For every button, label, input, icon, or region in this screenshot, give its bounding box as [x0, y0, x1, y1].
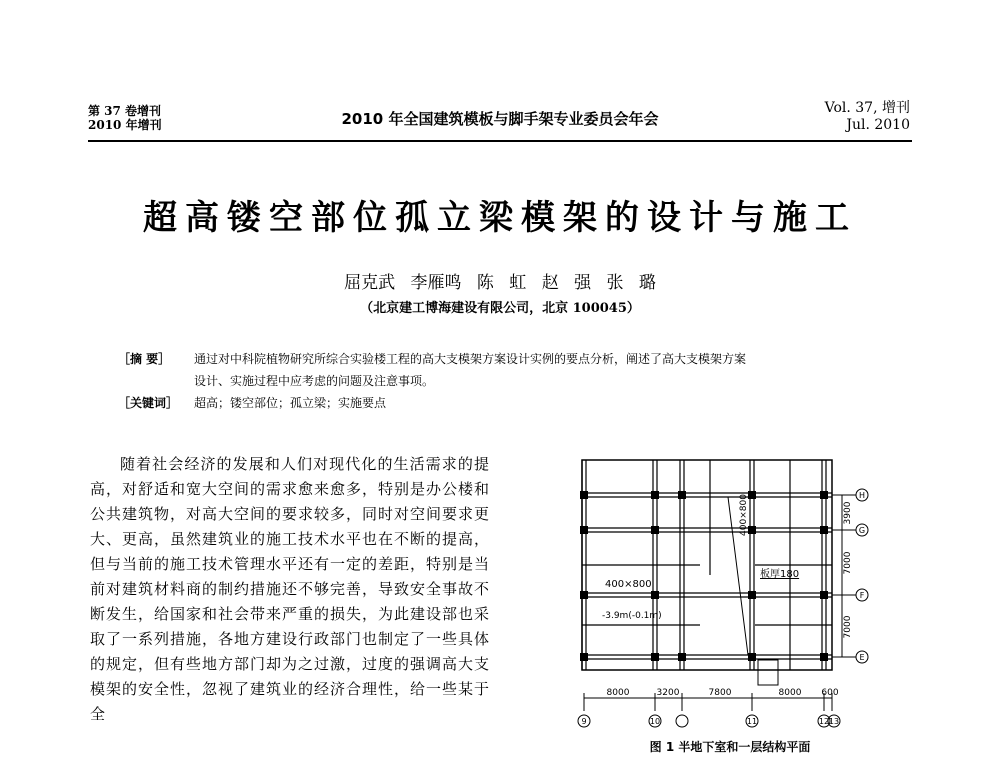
abstract-block — [118, 348, 918, 414]
axis-row-e: E — [859, 653, 865, 662]
dim-bottom-3: 8000 — [778, 688, 802, 698]
col-axes — [578, 715, 840, 727]
label-beam-horizontal: 400×800 — [605, 579, 652, 590]
paper-title: 超高镂空部位孤立梁模架的设计与施工 — [143, 198, 857, 238]
stair-box — [758, 660, 778, 685]
header-rule — [88, 140, 912, 142]
axis-row-h: H — [858, 491, 866, 500]
abstract-label: ［摘 要］ — [118, 352, 171, 366]
dim-bottom-1: 3200 — [656, 688, 680, 698]
affiliation: （北京建工博海建设有限公司，北京 100045） — [360, 301, 640, 316]
body-text — [90, 452, 490, 760]
journal-volume-line2: 2010 年增刊 — [88, 118, 162, 132]
dim-bottom-4: 600 — [821, 688, 839, 698]
running-header: 2010 年全国建筑模板与脚手架专业委员会年会 — [341, 110, 659, 128]
label-elevation: -3.9m(-0.1m) — [602, 611, 662, 621]
journal-volume-en-line1: Vol. 37, 增刊 — [824, 100, 910, 116]
dim-right-1: 7000 — [843, 551, 853, 575]
axis-row-g: G — [858, 526, 866, 535]
abstract-text-cont: 设计、实施过程中应考虑的问题及注意事项。 — [194, 374, 435, 388]
dim-right-0: 3900 — [843, 501, 853, 525]
label-slab: 板厚180 — [760, 569, 800, 580]
dim-bottom-2: 7800 — [708, 688, 732, 698]
abstract-text: 通过对中科院植物研究所综合实验楼工程的高大支模架方案设计实例的要点分析，阐述了高大支模架方案 — [194, 352, 747, 366]
label-beam-vertical: 400×800 — [739, 494, 749, 536]
authors: 屈克武 李雁鸣 陈 虹 赵 强 张 璐 — [344, 273, 656, 293]
axis-row-f: F — [859, 591, 865, 600]
journal-volume-line1: 第 37 卷增刊 — [88, 104, 162, 118]
axis-col-10: 10 — [649, 717, 661, 726]
body-paragraph: 随着社会经济的发展和人们对现代化的生活需求的提高，对舒适和宽大空间的需求愈来愈多，特别是办公楼和公共建筑物，对高大空间的要求较多，同时对空间要求更大、更高，虽然建筑业的施工技术水平也在不断的提高，但与当前的施工技术管理水平还有一定的差距，特别是当前对建筑材料商的制约措施还不够完善，导致安全事故不断发生，给国家和社会带来严重的损失，为此建设部也采取了一系列措施，各地方建设行政部门也制定了一些具体的规定，但有些地方部门却为之过激，过度的强调高大支模架的安全性，忽视了建筑业的经济合理性，给一些某于全 — [90, 455, 490, 723]
structural-plan-figure — [560, 455, 890, 735]
journal-volume-en — [825, 100, 910, 134]
axis-col-12: 12 — [818, 717, 830, 726]
dim-right-2: 7000 — [843, 615, 853, 639]
axis-col-11: 11 — [746, 717, 758, 726]
axis-col-9: 9 — [581, 717, 587, 726]
keywords-label: ［关键词］ — [118, 396, 179, 410]
axis-col-13: 13 — [828, 717, 840, 726]
figure-caption: 图 1 半地下室和一层结构平面 — [649, 740, 811, 754]
keywords: 超高；镂空部位；孤立梁；实施要点 — [194, 396, 387, 410]
journal-volume-en-line2: Jul. 2010 — [846, 117, 910, 133]
dim-bottom-0: 8000 — [606, 688, 630, 698]
